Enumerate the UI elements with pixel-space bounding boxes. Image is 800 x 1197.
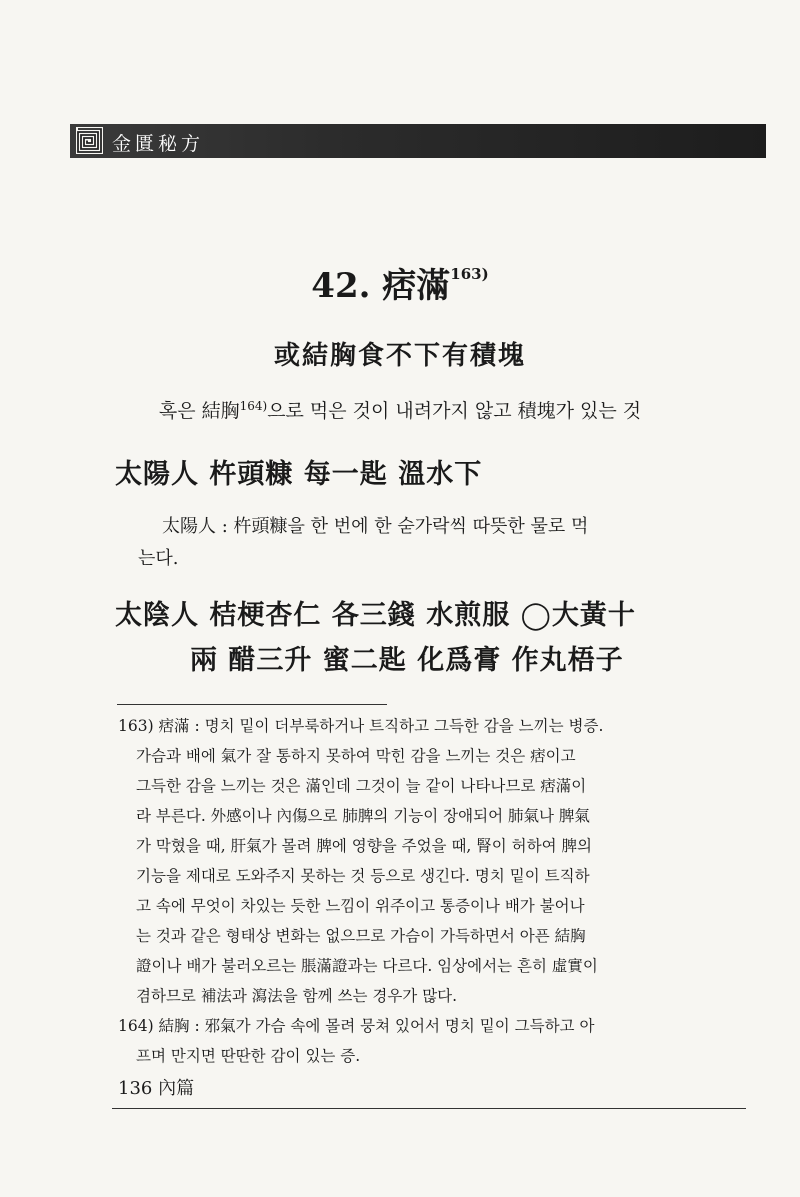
footnote-line: 가 막혔을 때, 肝氣가 몰려 脾에 영향을 주었을 때, 腎이 허하여 脾의 bbox=[136, 837, 592, 855]
footnote-line: 겸하므로 補法과 瀉法을 함께 쓰는 경우가 많다. bbox=[136, 987, 458, 1005]
footnote-line: 그득한 감을 느끼는 것은 滿인데 그것이 늘 같이 나타나므로 痞滿이 bbox=[136, 777, 587, 795]
footnote-164 bbox=[118, 1011, 698, 1071]
footnote-163 bbox=[118, 711, 698, 1011]
footnote-line: 고 속에 무엇이 차있는 듯한 느낌이 위주이고 통증이나 배가 불어나 bbox=[136, 897, 585, 915]
footnote-line: 기능을 제대로 도와주지 못하는 것 등으로 생긴다. 명치 밑이 트직하 bbox=[136, 867, 590, 885]
footnote-ref-164: 164) bbox=[239, 399, 268, 413]
running-header bbox=[70, 124, 766, 158]
footnote-ref-163: 163) bbox=[450, 265, 489, 283]
square-spiral-icon bbox=[76, 127, 103, 154]
translation-after-ref: 으로 먹은 것이 내려가지 않고 積塊가 있는 것 bbox=[267, 400, 642, 422]
footnote-divider bbox=[117, 704, 387, 705]
prescription-taeeum-continued: 兩 醋三升 蜜二匙 化爲膏 作丸梧子 bbox=[190, 645, 624, 676]
chapter-title-text: 42. 痞滿 bbox=[311, 266, 451, 306]
footnote-line: 프며 만지면 딴딴한 감이 있는 증. bbox=[136, 1047, 361, 1065]
description-line: 는다. bbox=[138, 548, 179, 569]
description-line: 太陽人 : 杵頭糠을 한 번에 한 숟가락씩 따뜻한 물로 먹 bbox=[162, 516, 589, 537]
korean-translation bbox=[0, 396, 800, 423]
footnote-line: 163) 痞滿 : 명치 밑이 더부룩하거나 트직하고 그득한 감을 느끼는 병증. bbox=[118, 717, 604, 735]
footnote-line: 는 것과 같은 형태상 변화는 없으므로 가슴이 가득하면서 아픈 結胸 bbox=[136, 927, 586, 945]
footnotes bbox=[118, 711, 698, 1071]
page-number-footer: 136 內篇 bbox=[118, 1078, 195, 1099]
book-title: 金匱秘方 bbox=[112, 133, 205, 155]
chinese-subtitle: 或結胸食不下有積塊 bbox=[273, 341, 526, 371]
footnote-line: 라 부른다. 外感이나 內傷으로 肺脾의 기능이 장애되어 肺氣나 脾氣 bbox=[136, 807, 590, 825]
prescription-taeyang: 太陽人 杵頭糠 每一匙 溫水下 bbox=[115, 459, 483, 490]
footnote-line: 가슴과 배에 氣가 잘 통하지 못하여 막힌 감을 느끼는 것은 痞이고 bbox=[136, 747, 576, 765]
prescription-taeeum: 太陰人 桔梗杏仁 各三錢 水煎服 ◯大黃十 bbox=[115, 600, 636, 631]
prescription-description bbox=[118, 511, 698, 575]
footnote-line: 證이나 배가 불러오르는 脹滿證과는 다르다. 임상에서는 흔히 虛實이 bbox=[136, 957, 598, 975]
chapter-title bbox=[0, 258, 800, 307]
footnote-line: 164) 結胸 : 邪氣가 가슴 속에 몰려 뭉쳐 있어서 명치 밑이 그득하고 아 bbox=[118, 1017, 595, 1035]
translation-before-ref: 혹은 結胸 bbox=[158, 400, 240, 422]
footer-divider bbox=[112, 1108, 746, 1109]
